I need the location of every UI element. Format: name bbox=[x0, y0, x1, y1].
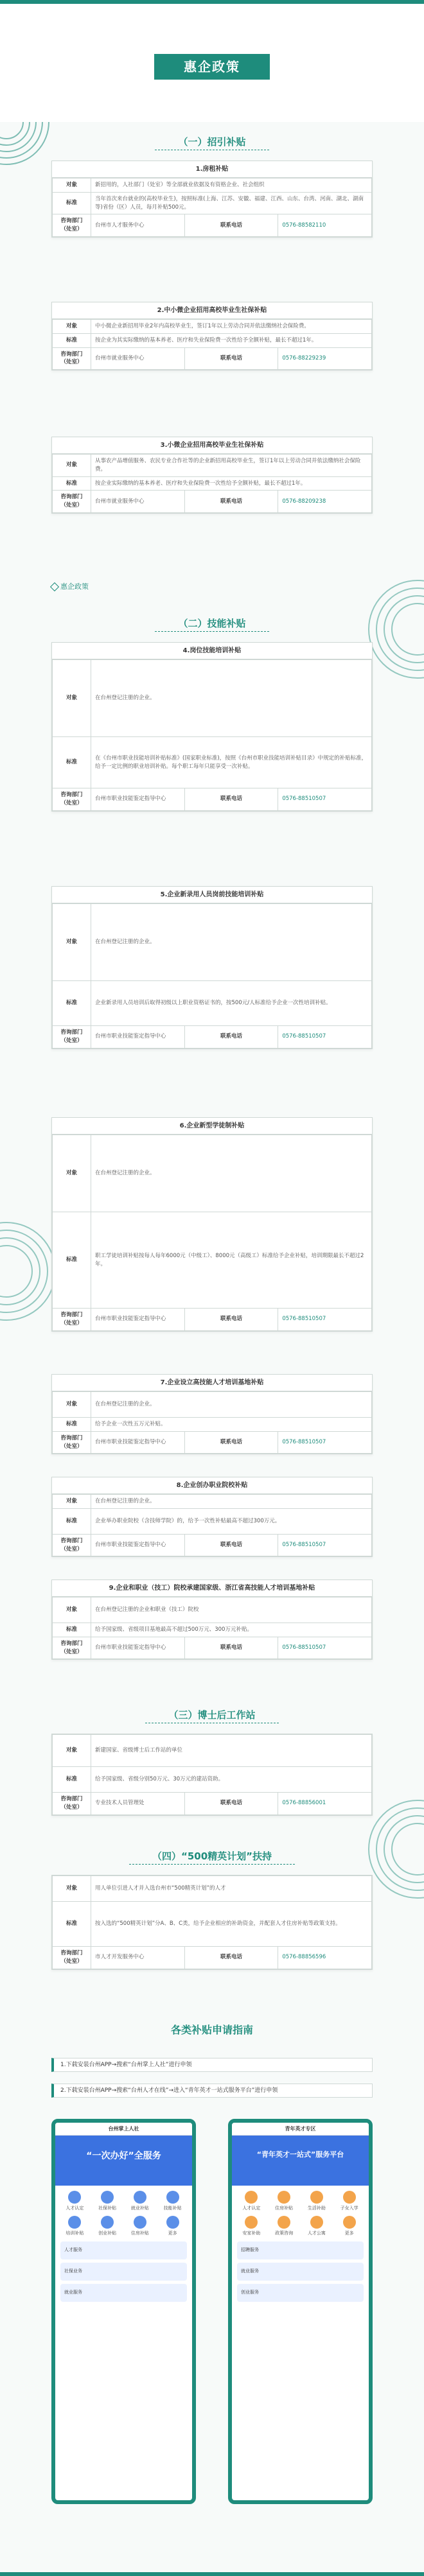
card-object: 从事农产品增值服务、农民专业合作社等的企业新招用高校毕业生，签订1年以上劳动合同并依法缴纳社会保险费。 bbox=[91, 455, 372, 477]
card-phone[interactable]: 0576-88229239 bbox=[278, 347, 372, 370]
policy-card-5 bbox=[51, 886, 373, 1049]
service-grid bbox=[55, 2186, 192, 2241]
app-title: 青年英才专区 bbox=[232, 2123, 369, 2136]
label-standard: 标准 bbox=[53, 1623, 91, 1637]
service-item[interactable]: 人才认定 bbox=[237, 2191, 266, 2212]
label-object: 对象 bbox=[53, 1495, 91, 1509]
list-item[interactable]: 社保业务 bbox=[60, 2263, 187, 2281]
label-dept: 咨询部门（处室） bbox=[53, 347, 91, 370]
card-title: 5.企业新录用人员岗前技能培训补贴 bbox=[52, 887, 372, 903]
section-title-guide: 各类补贴申请指南 bbox=[170, 2024, 253, 2036]
app-title: 台州掌上人社 bbox=[55, 2123, 192, 2136]
section-title-500: （四）“500精英计划”扶持 bbox=[0, 1849, 424, 1865]
section-title-skill: （二）技能补贴 bbox=[0, 616, 424, 632]
card-object: 中小微企业新招用毕业2年内高校毕业生，签订1年以上劳动合同并依法缴纳社会保险费。 bbox=[91, 320, 372, 334]
service-item[interactable]: 政策咨询 bbox=[270, 2216, 299, 2237]
app-hero: “一次办好”全服务 bbox=[55, 2136, 192, 2186]
card-object: 在台州登记注册的企业。 bbox=[91, 660, 372, 737]
label-object: 对象 bbox=[53, 320, 91, 334]
card-title: 7.企业设立高技能人才培训基地补贴 bbox=[52, 1375, 372, 1391]
label-standard: 标准 bbox=[53, 1418, 91, 1432]
label-standard: 标准 bbox=[53, 1508, 91, 1534]
card-title: 9.企业和职业（技工）院校承建国家级、浙江省高技能人才培训基地补贴 bbox=[52, 1580, 372, 1597]
policy-card-6 bbox=[51, 1117, 373, 1332]
card-phone[interactable]: 0576-88856596 bbox=[278, 1947, 372, 1969]
card-standard: 给予国家级、省级分别50万元、30万元的建站资助。 bbox=[91, 1767, 372, 1793]
policy-card-7 bbox=[51, 1374, 373, 1454]
list-item[interactable]: 人才服务 bbox=[60, 2241, 187, 2259]
left-rings-decoration bbox=[0, 1220, 58, 1323]
service-grid bbox=[232, 2186, 369, 2241]
card-object: 新建国家、省级博士后工作站的单位 bbox=[91, 1735, 372, 1767]
card-standard: 按入选的“500精英计划”分A、B、C类，给予企业相应的补助资金，并配套人才住房补贴等政策支持。 bbox=[91, 1902, 372, 1947]
service-item[interactable]: 人才公寓 bbox=[303, 2216, 331, 2237]
service-item[interactable]: 社保补贴 bbox=[93, 2191, 122, 2212]
policy-card-3 bbox=[51, 437, 373, 514]
service-item[interactable]: 子女入学 bbox=[335, 2191, 364, 2212]
label-object: 对象 bbox=[53, 660, 91, 737]
list-item[interactable]: 就业服务 bbox=[60, 2284, 187, 2302]
card-phone[interactable]: 0576-88856001 bbox=[278, 1793, 372, 1815]
service-item[interactable]: 住房补贴 bbox=[270, 2191, 299, 2212]
label-contact: 联系电话 bbox=[184, 788, 278, 811]
guide-step-2[interactable]: 2.下载安装台州APP→搜索“台州人才在线”→进入“青年英才一站式服务平台”进行申领 bbox=[51, 2084, 373, 2098]
card-standard: 给予国家级、省级项目基地最高不超过500万元、300万元补贴。 bbox=[91, 1623, 372, 1637]
card-dept: 市人才开发服务中心 bbox=[91, 1947, 185, 1969]
label-object: 对象 bbox=[53, 1392, 91, 1418]
list-item[interactable]: 创业服务 bbox=[237, 2284, 364, 2302]
label-standard: 标准 bbox=[53, 333, 91, 347]
label-contact: 联系电话 bbox=[184, 1947, 278, 1969]
policy-card-9 bbox=[51, 1580, 373, 1660]
card-object: 用人单位引进人才并入选台州市“500精英计划”的人才 bbox=[91, 1876, 372, 1902]
label-object: 对象 bbox=[53, 1876, 91, 1902]
service-item[interactable]: 更多 bbox=[158, 2216, 187, 2237]
page-title: 惠企政策 bbox=[154, 54, 270, 80]
label-contact: 联系电话 bbox=[184, 1026, 278, 1049]
card-standard: 在《台州市职业技能培训补贴标准》(国家职业标准)，按照《台州市职业技能培训补贴目录》中规定的补贴标准，给予一定比例的职业培训补贴。每个职工每年只能享受一次补贴。 bbox=[91, 737, 372, 788]
phone-screenshot-2 bbox=[228, 2119, 373, 2504]
label-dept: 咨询部门（处室） bbox=[53, 1026, 91, 1049]
list-item[interactable]: 招聘服务 bbox=[237, 2241, 364, 2259]
service-item[interactable]: 就业补贴 bbox=[126, 2191, 155, 2212]
card-title: 1.房租补贴 bbox=[52, 161, 372, 178]
label-standard: 标准 bbox=[53, 737, 91, 788]
label-contact: 联系电话 bbox=[184, 214, 278, 237]
card-standard: 企业新录用人员培训后取得初级以上职业资格证书的，按500元/人标准给予企业一次性培训补贴。 bbox=[91, 981, 372, 1026]
label-dept: 咨询部门（处室） bbox=[53, 1309, 91, 1331]
label-dept: 咨询部门（处室） bbox=[53, 788, 91, 811]
section-title-recruit: （一）招引补贴 bbox=[0, 135, 424, 150]
service-list bbox=[55, 2241, 192, 2310]
label-contact: 联系电话 bbox=[184, 1793, 278, 1815]
label-dept: 咨询部门（处室） bbox=[53, 1637, 91, 1659]
label-standard: 标准 bbox=[53, 192, 91, 214]
card-object: 在台州登记注册的企业。 bbox=[91, 904, 372, 981]
card-dept: 台州市人才服务中心 bbox=[91, 214, 185, 237]
label-object: 对象 bbox=[53, 178, 91, 193]
label-dept: 咨询部门（处室） bbox=[53, 1947, 91, 1969]
card-title: 2.中小微企业招用高校毕业生社保补贴 bbox=[52, 302, 372, 319]
card-standard: 职工学徒培训补贴按每人每年6000元（中级工）、8000元（高级工）标准给予企业补贴，培训期限最长不超过2年。 bbox=[91, 1212, 372, 1309]
card-object: 在台州登记注册的企业。 bbox=[91, 1135, 372, 1212]
card-phone[interactable]: 0576-88510507 bbox=[278, 788, 372, 811]
card-phone[interactable]: 0576-88582110 bbox=[278, 214, 372, 237]
label-contact: 联系电话 bbox=[184, 491, 278, 513]
guide-step-1[interactable]: 1.下载安装台州APP→搜索“台州掌上人社”进行申领 bbox=[51, 2058, 373, 2072]
service-item[interactable]: 培训补贴 bbox=[60, 2216, 89, 2237]
label-dept: 咨询部门（处室） bbox=[53, 491, 91, 513]
card-object: 在台州登记注册的企业。 bbox=[91, 1392, 372, 1418]
card-phone[interactable]: 0576-88510507 bbox=[278, 1534, 372, 1556]
section-title-postdoc: （三）博士后工作站 bbox=[0, 1708, 424, 1723]
policy-card-500 bbox=[51, 1875, 373, 1970]
card-standard: 按企业实际缴纳的基本养老、医疗和失业保险费一次性给予全额补贴，最长不超过1年。 bbox=[91, 476, 372, 491]
card-phone[interactable]: 0576-88510507 bbox=[278, 1637, 372, 1659]
policy-card-1 bbox=[51, 161, 373, 238]
service-item[interactable]: 安家补助 bbox=[237, 2216, 266, 2237]
card-dept: 台州市职业技能鉴定指导中心 bbox=[91, 1309, 185, 1331]
card-standard: 企业举办职业院校（含技师学院）的，给予一次性补贴最高不超过300万元。 bbox=[91, 1508, 372, 1534]
label-dept: 咨询部门（处室） bbox=[53, 214, 91, 237]
label-standard: 标准 bbox=[53, 1212, 91, 1309]
card-phone[interactable]: 0576-88510507 bbox=[278, 1309, 372, 1331]
label-standard: 标准 bbox=[53, 1902, 91, 1947]
card-dept: 台州市职业技能鉴定指导中心 bbox=[91, 1637, 185, 1659]
label-contact: 联系电话 bbox=[184, 1309, 278, 1331]
label-object: 对象 bbox=[53, 455, 91, 477]
service-item[interactable]: 生活补助 bbox=[303, 2191, 331, 2212]
card-phone[interactable]: 0576-88209238 bbox=[278, 491, 372, 513]
card-title: 3.小微企业招用高校毕业生社保补贴 bbox=[52, 437, 372, 454]
card-dept: 台州市职业技能鉴定指导中心 bbox=[91, 788, 185, 811]
card-standard: 按企业为其实际缴纳的基本养老、医疗和失业保险费一次性给予全额补贴，最长不超过1年。 bbox=[91, 333, 372, 347]
card-dept: 台州市就业服务中心 bbox=[91, 347, 185, 370]
phone-screenshot-1 bbox=[51, 2119, 196, 2504]
card-title: 6.企业新型学徒制补贴 bbox=[52, 1118, 372, 1135]
card-dept: 专业技术人员管理处 bbox=[91, 1793, 185, 1815]
card-dept: 台州市职业技能鉴定指导中心 bbox=[91, 1431, 185, 1454]
card-title: 4.岗位技能培训补贴 bbox=[52, 643, 372, 659]
label-object: 对象 bbox=[53, 1135, 91, 1212]
card-dept: 台州市就业服务中心 bbox=[91, 491, 185, 513]
policy-card-4 bbox=[51, 642, 373, 812]
policy-card-8 bbox=[51, 1477, 373, 1557]
card-object: 新招用的，人社部门（处室）等全部就业依据及有资格企业、社会组织 bbox=[91, 178, 372, 193]
label-standard: 标准 bbox=[53, 1767, 91, 1793]
policy-card-postdoc bbox=[51, 1734, 373, 1816]
card-dept: 台州市职业技能鉴定指导中心 bbox=[91, 1534, 185, 1556]
header bbox=[0, 0, 424, 122]
card-dept: 台州市职业技能鉴定指导中心 bbox=[91, 1026, 185, 1049]
bottom-band bbox=[0, 2572, 424, 2576]
card-standard: 给予企业一次性五万元补贴。 bbox=[91, 1418, 372, 1432]
label-dept: 咨询部门（处室） bbox=[53, 1431, 91, 1454]
app-hero: “青年英才一站式”服务平台 bbox=[232, 2136, 369, 2186]
label-dept: 咨询部门（处室） bbox=[53, 1534, 91, 1556]
pill-link[interactable]: 惠企政策 bbox=[51, 581, 89, 593]
card-standard: 当年首次来台就业的(高校毕业生)，按照标准(上海、江苏、安徽、福建、江西、山东、台湾、河南、湖北、湖南等)省份（区）人员，每月补贴500元。 bbox=[91, 192, 372, 214]
label-contact: 联系电话 bbox=[184, 1431, 278, 1454]
card-object: 在台州登记注册的企业。 bbox=[91, 1495, 372, 1509]
card-title: 8.企业创办职业院校补贴 bbox=[52, 1477, 372, 1494]
service-item[interactable]: 技能补贴 bbox=[158, 2191, 187, 2212]
diamond-icon bbox=[50, 582, 59, 591]
service-item[interactable]: 住房补贴 bbox=[126, 2216, 155, 2237]
label-standard: 标准 bbox=[53, 981, 91, 1026]
service-list bbox=[232, 2241, 369, 2310]
label-contact: 联系电话 bbox=[184, 1534, 278, 1556]
label-contact: 联系电话 bbox=[184, 347, 278, 370]
label-contact: 联系电话 bbox=[184, 1637, 278, 1659]
card-phone[interactable]: 0576-88510507 bbox=[278, 1026, 372, 1049]
card-object: 在台州登记注册的企业和职业（技工）院校 bbox=[91, 1597, 372, 1623]
service-item[interactable]: 创业补贴 bbox=[93, 2216, 122, 2237]
list-item[interactable]: 就业服务 bbox=[237, 2263, 364, 2281]
label-object: 对象 bbox=[53, 904, 91, 981]
label-object: 对象 bbox=[53, 1597, 91, 1623]
service-item[interactable]: 人才认定 bbox=[60, 2191, 89, 2212]
label-object: 对象 bbox=[53, 1735, 91, 1767]
policy-card-2 bbox=[51, 302, 373, 370]
label-standard: 标准 bbox=[53, 476, 91, 491]
label-dept: 咨询部门（处室） bbox=[53, 1793, 91, 1815]
service-item[interactable]: 更多 bbox=[335, 2216, 364, 2237]
card-phone[interactable]: 0576-88510507 bbox=[278, 1431, 372, 1454]
top-band bbox=[0, 0, 424, 4]
